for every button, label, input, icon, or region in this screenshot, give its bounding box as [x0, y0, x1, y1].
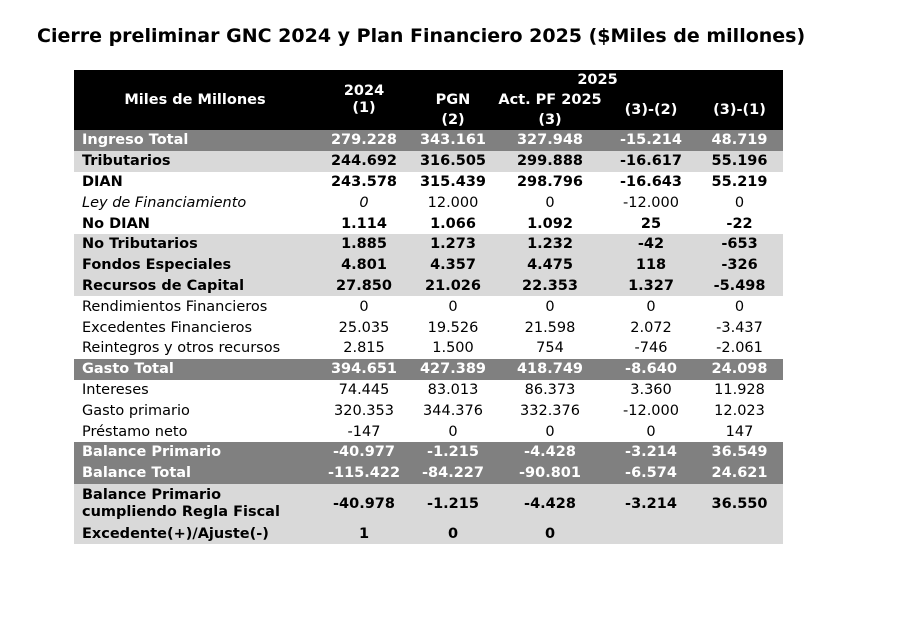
cell-2024: 2.815 — [343, 340, 385, 357]
header-row-label: Miles de Millones — [74, 70, 316, 130]
table-row — [74, 172, 783, 193]
cell-diff-32: -3.214 — [606, 442, 696, 463]
cell-act: 754 — [536, 340, 564, 357]
table-row — [74, 130, 783, 151]
header-2024-sub: (1) — [352, 100, 376, 116]
cell-2024: 1.114 — [341, 215, 387, 232]
header-pgn-sub: (2) — [412, 110, 494, 130]
cell-diff-31: -5.498 — [696, 276, 783, 297]
cell-2024: 279.228 — [316, 130, 412, 151]
row-label: Recursos de Capital — [74, 276, 316, 297]
header-2024 — [316, 70, 412, 130]
cell-act: 1.092 — [527, 215, 573, 232]
table-row — [74, 380, 783, 401]
table-row — [74, 400, 783, 421]
cell-pgn: 83.013 — [427, 381, 479, 398]
cell-diff-32: 1.327 — [606, 276, 696, 297]
cell-pgn: 1.273 — [412, 234, 494, 255]
cell-diff-31: 0 — [734, 298, 745, 315]
cell-diff-31: 36.550 — [696, 484, 783, 524]
cell-diff-32: 2.072 — [630, 319, 672, 336]
cell-2024: 74.445 — [338, 381, 390, 398]
cell-2024: -147 — [347, 423, 381, 440]
table-row — [74, 234, 783, 255]
cell-2024: 25.035 — [338, 319, 390, 336]
row-label: Fondos Especiales — [74, 255, 316, 276]
cell-diff-32: -8.640 — [606, 359, 696, 380]
cell-pgn: 344.376 — [423, 402, 483, 419]
table-row — [74, 317, 783, 338]
cell-diff-32: 3.360 — [630, 381, 672, 398]
cell-2024: 1 — [316, 524, 412, 545]
cell-diff-32: -16.643 — [620, 173, 682, 190]
cell-2024: -40.977 — [316, 442, 412, 463]
table-row — [74, 255, 783, 276]
row-label: Tributarios — [74, 151, 316, 172]
cell-2024: 0 — [359, 194, 369, 211]
header-diff-31: (3)-(1) — [696, 90, 783, 130]
cell-act: 332.376 — [520, 402, 580, 419]
cell-act: 0 — [545, 298, 555, 315]
cell-pgn: 0 — [448, 298, 458, 315]
cell-2024: 243.578 — [330, 173, 398, 190]
row-label: Balance Primario — [74, 442, 316, 463]
cell-diff-32: -16.617 — [606, 151, 696, 172]
cell-diff-31: -653 — [696, 234, 783, 255]
cell-diff-32: 0 — [646, 423, 656, 440]
cell-diff-31: 11.928 — [714, 381, 765, 398]
page-title: Cierre preliminar GNC 2024 y Plan Financiero 2025 ($Miles de millones) — [37, 25, 806, 47]
cell-act: 22.353 — [494, 276, 606, 297]
cell-diff-31: -22 — [726, 215, 753, 232]
cell-act: -4.428 — [494, 484, 606, 524]
table-row — [74, 484, 783, 524]
header-pgn: PGN — [412, 90, 494, 110]
cell-diff-31: 36.549 — [696, 442, 783, 463]
row-label: Ley de Financiamiento — [82, 194, 247, 211]
cell-act: 0 — [494, 524, 606, 545]
table-row — [74, 276, 783, 297]
cell-diff-32: 118 — [606, 255, 696, 276]
table-row — [74, 442, 783, 463]
row-label: Gasto primario — [82, 402, 190, 419]
cell-diff-31: -3.437 — [716, 319, 763, 336]
table-row — [74, 338, 783, 359]
table-row — [74, 192, 783, 213]
cell-2024: 320.353 — [334, 402, 394, 419]
cell-act: 86.373 — [524, 381, 576, 398]
cell-diff-31: 55.196 — [696, 151, 783, 172]
cell-act: 418.749 — [494, 359, 606, 380]
cell-2024: 244.692 — [316, 151, 412, 172]
cell-2024: 27.850 — [316, 276, 412, 297]
table-row — [74, 524, 783, 545]
cell-diff-32: -6.574 — [606, 463, 696, 484]
cell-pgn: -1.215 — [412, 484, 494, 524]
row-label: Gasto Total — [74, 359, 316, 380]
row-label: No Tributarios — [74, 234, 316, 255]
cell-diff-31: -2.061 — [716, 340, 763, 357]
row-label: Préstamo neto — [82, 423, 188, 440]
row-label: DIAN — [82, 173, 123, 190]
cell-act: 299.888 — [494, 151, 606, 172]
table-row — [74, 296, 783, 317]
table-row — [74, 213, 783, 234]
cell-2024: -40.978 — [316, 484, 412, 524]
row-label: Excedente(+)/Ajuste(-) — [74, 524, 316, 545]
cell-diff-31: 24.098 — [696, 359, 783, 380]
table-row — [74, 421, 783, 442]
cell-2024: 394.651 — [316, 359, 412, 380]
cell-act: 1.232 — [494, 234, 606, 255]
cell-act: 0 — [545, 194, 555, 211]
cell-diff-31: 24.621 — [696, 463, 783, 484]
table-row — [74, 359, 783, 380]
row-label: Intereses — [82, 381, 149, 398]
header-act-sub: (3) — [494, 110, 606, 130]
cell-act: 0 — [545, 423, 555, 440]
cell-pgn: 19.526 — [427, 319, 479, 336]
row-label: Excedentes Financieros — [82, 319, 253, 336]
cell-diff-31 — [696, 524, 783, 545]
cell-2024: 4.801 — [316, 255, 412, 276]
table-row — [74, 463, 783, 484]
row-label: Reintegros y otros recursos — [82, 340, 281, 357]
cell-pgn: 343.161 — [412, 130, 494, 151]
cell-act: -4.428 — [494, 442, 606, 463]
cell-pgn: 315.439 — [419, 173, 487, 190]
cell-act: 327.948 — [494, 130, 606, 151]
cell-diff-32: -42 — [606, 234, 696, 255]
cell-diff-31: 0 — [734, 194, 745, 211]
cell-diff-31: 55.219 — [711, 173, 768, 190]
header-act: Act. PF 2025 — [494, 90, 606, 110]
cell-diff-32: 25 — [640, 215, 662, 232]
cell-act: 298.796 — [516, 173, 584, 190]
cell-diff-32: -15.214 — [606, 130, 696, 151]
cell-pgn: 4.357 — [412, 255, 494, 276]
cell-act: 21.598 — [524, 319, 576, 336]
header-2024-year: 2024 — [343, 83, 385, 99]
cell-2024: -115.422 — [316, 463, 412, 484]
cell-diff-31: 12.023 — [714, 402, 765, 419]
row-label: Ingreso Total — [74, 130, 316, 151]
cell-pgn: -1.215 — [412, 442, 494, 463]
cell-pgn: -84.227 — [412, 463, 494, 484]
cell-pgn: 427.389 — [412, 359, 494, 380]
header-diff-32: (3)-(2) — [606, 90, 696, 130]
cell-diff-32: -746 — [634, 340, 668, 357]
cell-pgn: 316.505 — [412, 151, 494, 172]
row-label: No DIAN — [82, 215, 150, 232]
cell-pgn: 12.000 — [427, 194, 479, 211]
cell-act: -90.801 — [494, 463, 606, 484]
cell-diff-31: -326 — [696, 255, 783, 276]
cell-pgn: 0 — [448, 423, 458, 440]
cell-diff-32 — [606, 524, 696, 545]
header-2025: 2025 — [412, 70, 783, 90]
cell-2024: 1.885 — [316, 234, 412, 255]
row-label: Balance Total — [74, 463, 316, 484]
cell-diff-32: -12.000 — [623, 402, 679, 419]
cell-pgn: 0 — [412, 524, 494, 545]
cell-act: 4.475 — [494, 255, 606, 276]
cell-diff-31: 48.719 — [696, 130, 783, 151]
cell-diff-32: 0 — [646, 298, 656, 315]
cell-2024: 0 — [359, 298, 369, 315]
cell-pgn: 1.066 — [430, 215, 476, 232]
cell-diff-32: -3.214 — [606, 484, 696, 524]
financial-table — [74, 70, 783, 544]
row-label: Rendimientos Financieros — [82, 298, 268, 315]
cell-diff-32: -12.000 — [623, 194, 679, 211]
row-label: Balance Primario cumpliendo Regla Fiscal — [74, 484, 316, 524]
cell-pgn: 21.026 — [412, 276, 494, 297]
cell-diff-31: 147 — [725, 423, 754, 440]
table-row — [74, 151, 783, 172]
cell-pgn: 1.500 — [432, 340, 474, 357]
